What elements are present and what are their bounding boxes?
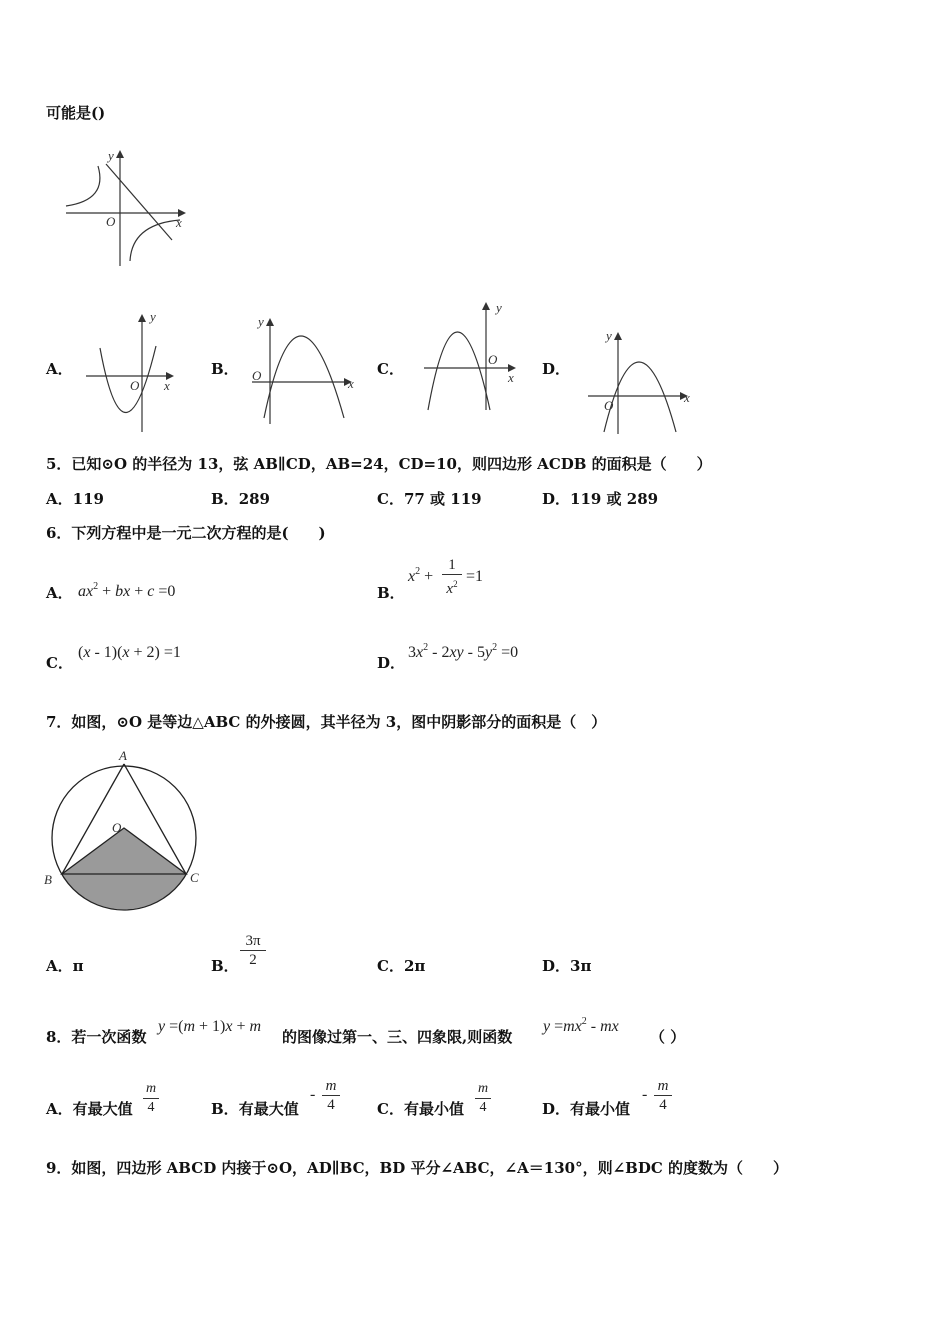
- q7-label-a: A: [119, 748, 127, 763]
- q4-option-d-graph: [584, 322, 704, 442]
- q6-option-b-label: B．: [377, 584, 405, 602]
- q7-label-b: B: [44, 872, 52, 887]
- q7-option-c: C．2π: [377, 957, 426, 975]
- q4-c-x-label: x: [508, 370, 514, 385]
- q4-option-c-label: C．: [377, 360, 404, 378]
- q7-option-b-fraction: $\frac{3\pi}{2}$: [240, 932, 266, 969]
- q4-option-a-graph: [82, 308, 182, 438]
- q6-option-b-formula-left: $x^2$ +: [408, 566, 434, 585]
- q5-option-a: A．119: [46, 490, 104, 508]
- q6-option-c-formula: (x - 1)(x + 2) =1: [78, 644, 181, 661]
- q8-stem-post: （ ）: [650, 1028, 686, 1046]
- q8-option-d-fraction: $\frac{m}{4}$: [654, 1077, 672, 1114]
- q8-linear-function: y =(m + 1)x + m: [158, 1018, 262, 1035]
- q9-stem: 9．如图，四边形 ABCD 内接于⊙O，AD∥BC，BD 平分∠ABC，∠A＝130°，则∠BDC 的度数为（ ）: [46, 1159, 788, 1177]
- q4-b-x-label: x: [348, 376, 354, 391]
- q4-main-y-label: y: [108, 148, 114, 163]
- q5-stem: 5．已知⊙O 的半径为 13，弦 AB∥CD，AB=24，CD=10，则四边形 ACDB 的面积是（ ）: [46, 455, 712, 473]
- q6-option-a-label: A．: [46, 584, 73, 602]
- q4-b-y-label: y: [258, 314, 264, 329]
- q4-main-o-label: O: [106, 214, 116, 229]
- q4-b-o-label: O: [252, 368, 262, 383]
- q8-option-a: A．有最大值: [46, 1100, 133, 1118]
- q6-option-c-label: C．: [46, 654, 73, 672]
- q4-stem-tail: 可能是(): [46, 104, 106, 122]
- q8-option-b-fraction: $\frac{m}{4}$: [322, 1077, 340, 1114]
- q7-option-b-label: B．: [211, 957, 239, 975]
- q7-option-d: D．3π: [542, 957, 592, 975]
- q8-option-d: D．有最小值: [542, 1100, 631, 1118]
- q4-d-o-label: O: [604, 398, 614, 413]
- q4-option-d-label: D．: [542, 360, 571, 378]
- q4-a-o-label: O: [130, 378, 140, 393]
- q5-option-b: B．289: [211, 490, 270, 508]
- q5-option-c: C．77 或 119: [377, 490, 482, 508]
- q8-option-c-fraction: $\frac{m}{4}$: [475, 1080, 491, 1117]
- q8-option-a-fraction: $\frac{m}{4}$: [143, 1080, 159, 1117]
- q4-main-x-label: x: [176, 215, 182, 230]
- q4-d-x-label: x: [684, 390, 690, 405]
- q8-option-b-minus: -: [310, 1086, 316, 1103]
- q7-label-c: C: [190, 870, 199, 885]
- q8-stem-pre: 8．若一次函数: [46, 1028, 147, 1046]
- q4-d-y-label: y: [606, 328, 612, 343]
- q6-stem: 6．下列方程中是一元二次方程的是( ): [46, 524, 326, 542]
- q7-figure: [44, 746, 214, 916]
- q8-quadratic-function: $y =mx^2$ - mx: [543, 1016, 619, 1035]
- q4-option-b-graph: [248, 312, 368, 432]
- q4-c-y-label: y: [496, 300, 502, 315]
- q7-stem: 7．如图，⊙O 是等边△ABC 的外接圆，其半径为 3，图中阴影部分的面积是（ ）: [46, 713, 607, 731]
- q8-stem-mid: 的图像过第一、三、四象限,则函数: [282, 1028, 513, 1046]
- q8-option-d-minus: -: [642, 1086, 648, 1103]
- q4-a-y-label: y: [150, 309, 156, 324]
- q4-c-o-label: O: [488, 352, 498, 367]
- q6-option-b-formula-right: =1: [466, 568, 484, 585]
- q7-option-a: A．π: [46, 957, 84, 975]
- q4-option-c-graph: [420, 298, 530, 418]
- q6-option-d-formula: $3x^2 - 2xy - 5y^2 =0$: [408, 642, 519, 661]
- q4-main-graph: [62, 146, 192, 276]
- q6-option-a-formula: $ax^2$ + bx + c =0: [78, 581, 176, 600]
- q8-option-b: B．有最大值: [211, 1100, 299, 1118]
- q4-option-a-label: A．: [46, 360, 73, 378]
- q6-option-b-fraction: $\frac{1}{x^2}$: [442, 556, 462, 598]
- q6-option-d-label: D．: [377, 654, 406, 672]
- q5-option-d: D．119 或 289: [542, 490, 659, 508]
- q8-option-c: C．有最小值: [377, 1100, 464, 1118]
- q7-label-o: O: [112, 820, 122, 835]
- q4-a-x-label: x: [164, 378, 170, 393]
- q4-option-b-label: B．: [211, 360, 239, 378]
